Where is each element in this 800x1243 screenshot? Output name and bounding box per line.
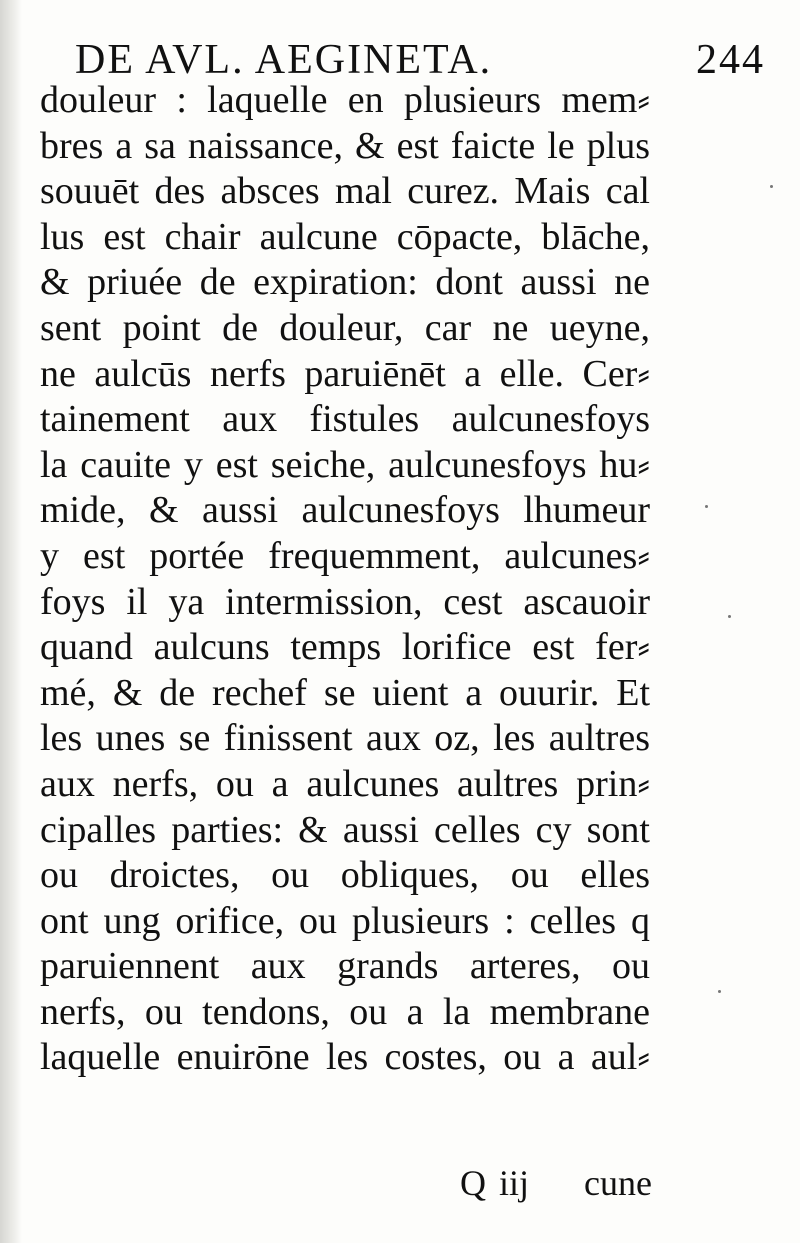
paper-speck bbox=[718, 990, 721, 993]
text-line: quand aulcuns temps lorifice est fer⸗ bbox=[40, 626, 650, 669]
text-line: ont ung orifice, ou plusieurs : celles q bbox=[40, 899, 650, 942]
text-line: souuēt des absces mal curez. Mais cal bbox=[40, 170, 650, 213]
text-line: mide, & aussi aulcunesfoys lhumeur bbox=[40, 489, 650, 532]
text-line: cipalles parties: & aussi celles cy sont bbox=[40, 808, 650, 851]
paper-speck bbox=[705, 505, 708, 508]
text-line: bres a sa naissance, & est faicte le plus bbox=[40, 124, 650, 167]
text-line: & priuée de expiration: dont aussi ne bbox=[40, 261, 650, 304]
text-line: foys il ya intermission, cest ascauoir bbox=[40, 580, 650, 623]
catchword: cune bbox=[584, 1163, 652, 1203]
text-line: y est portée frequemment, aulcunes⸗ bbox=[40, 534, 650, 577]
page-number: 244 bbox=[696, 37, 765, 83]
text-line: mé, & de rechef se uient a ouurir. Et bbox=[40, 671, 650, 714]
paper-speck bbox=[728, 615, 731, 618]
signature-mark: Q iij bbox=[460, 1163, 530, 1203]
text-line: laquelle enuirōne les costes, ou a aul⸗ bbox=[40, 1036, 650, 1079]
text-line: ne aulcūs nerfs paruiēnēt a elle. Cer⸗ bbox=[40, 352, 650, 395]
body-text bbox=[40, 78, 650, 1081]
text-line: sent point de douleur, car ne ueyne, bbox=[40, 306, 650, 349]
page-footer bbox=[460, 1160, 652, 1206]
text-line: paruiennent aux grands arteres, ou bbox=[40, 945, 650, 988]
text-line: lus est chair aulcune cōpacte, blāche, bbox=[40, 215, 650, 258]
paper-speck bbox=[770, 185, 773, 188]
text-line: nerfs, ou tendons, ou a la membrane bbox=[40, 990, 650, 1033]
text-line: aux nerfs, ou a aulcunes aultres prin⸗ bbox=[40, 762, 650, 805]
text-line: ou droictes, ou obliques, ou elles bbox=[40, 854, 650, 897]
page-gutter-shadow bbox=[0, 0, 22, 1243]
text-line: les unes se finissent aux oz, les aultres bbox=[40, 717, 650, 760]
text-line: tainement aux fistules aulcunesfoys bbox=[40, 398, 650, 441]
text-line: douleur : laquelle en plusieurs mem⸗ bbox=[40, 79, 650, 121]
text-line: la cauite y est seiche, aulcunesfoys hu⸗ bbox=[40, 443, 650, 486]
running-title: DE AVL. AEGINETA. bbox=[75, 37, 493, 83]
